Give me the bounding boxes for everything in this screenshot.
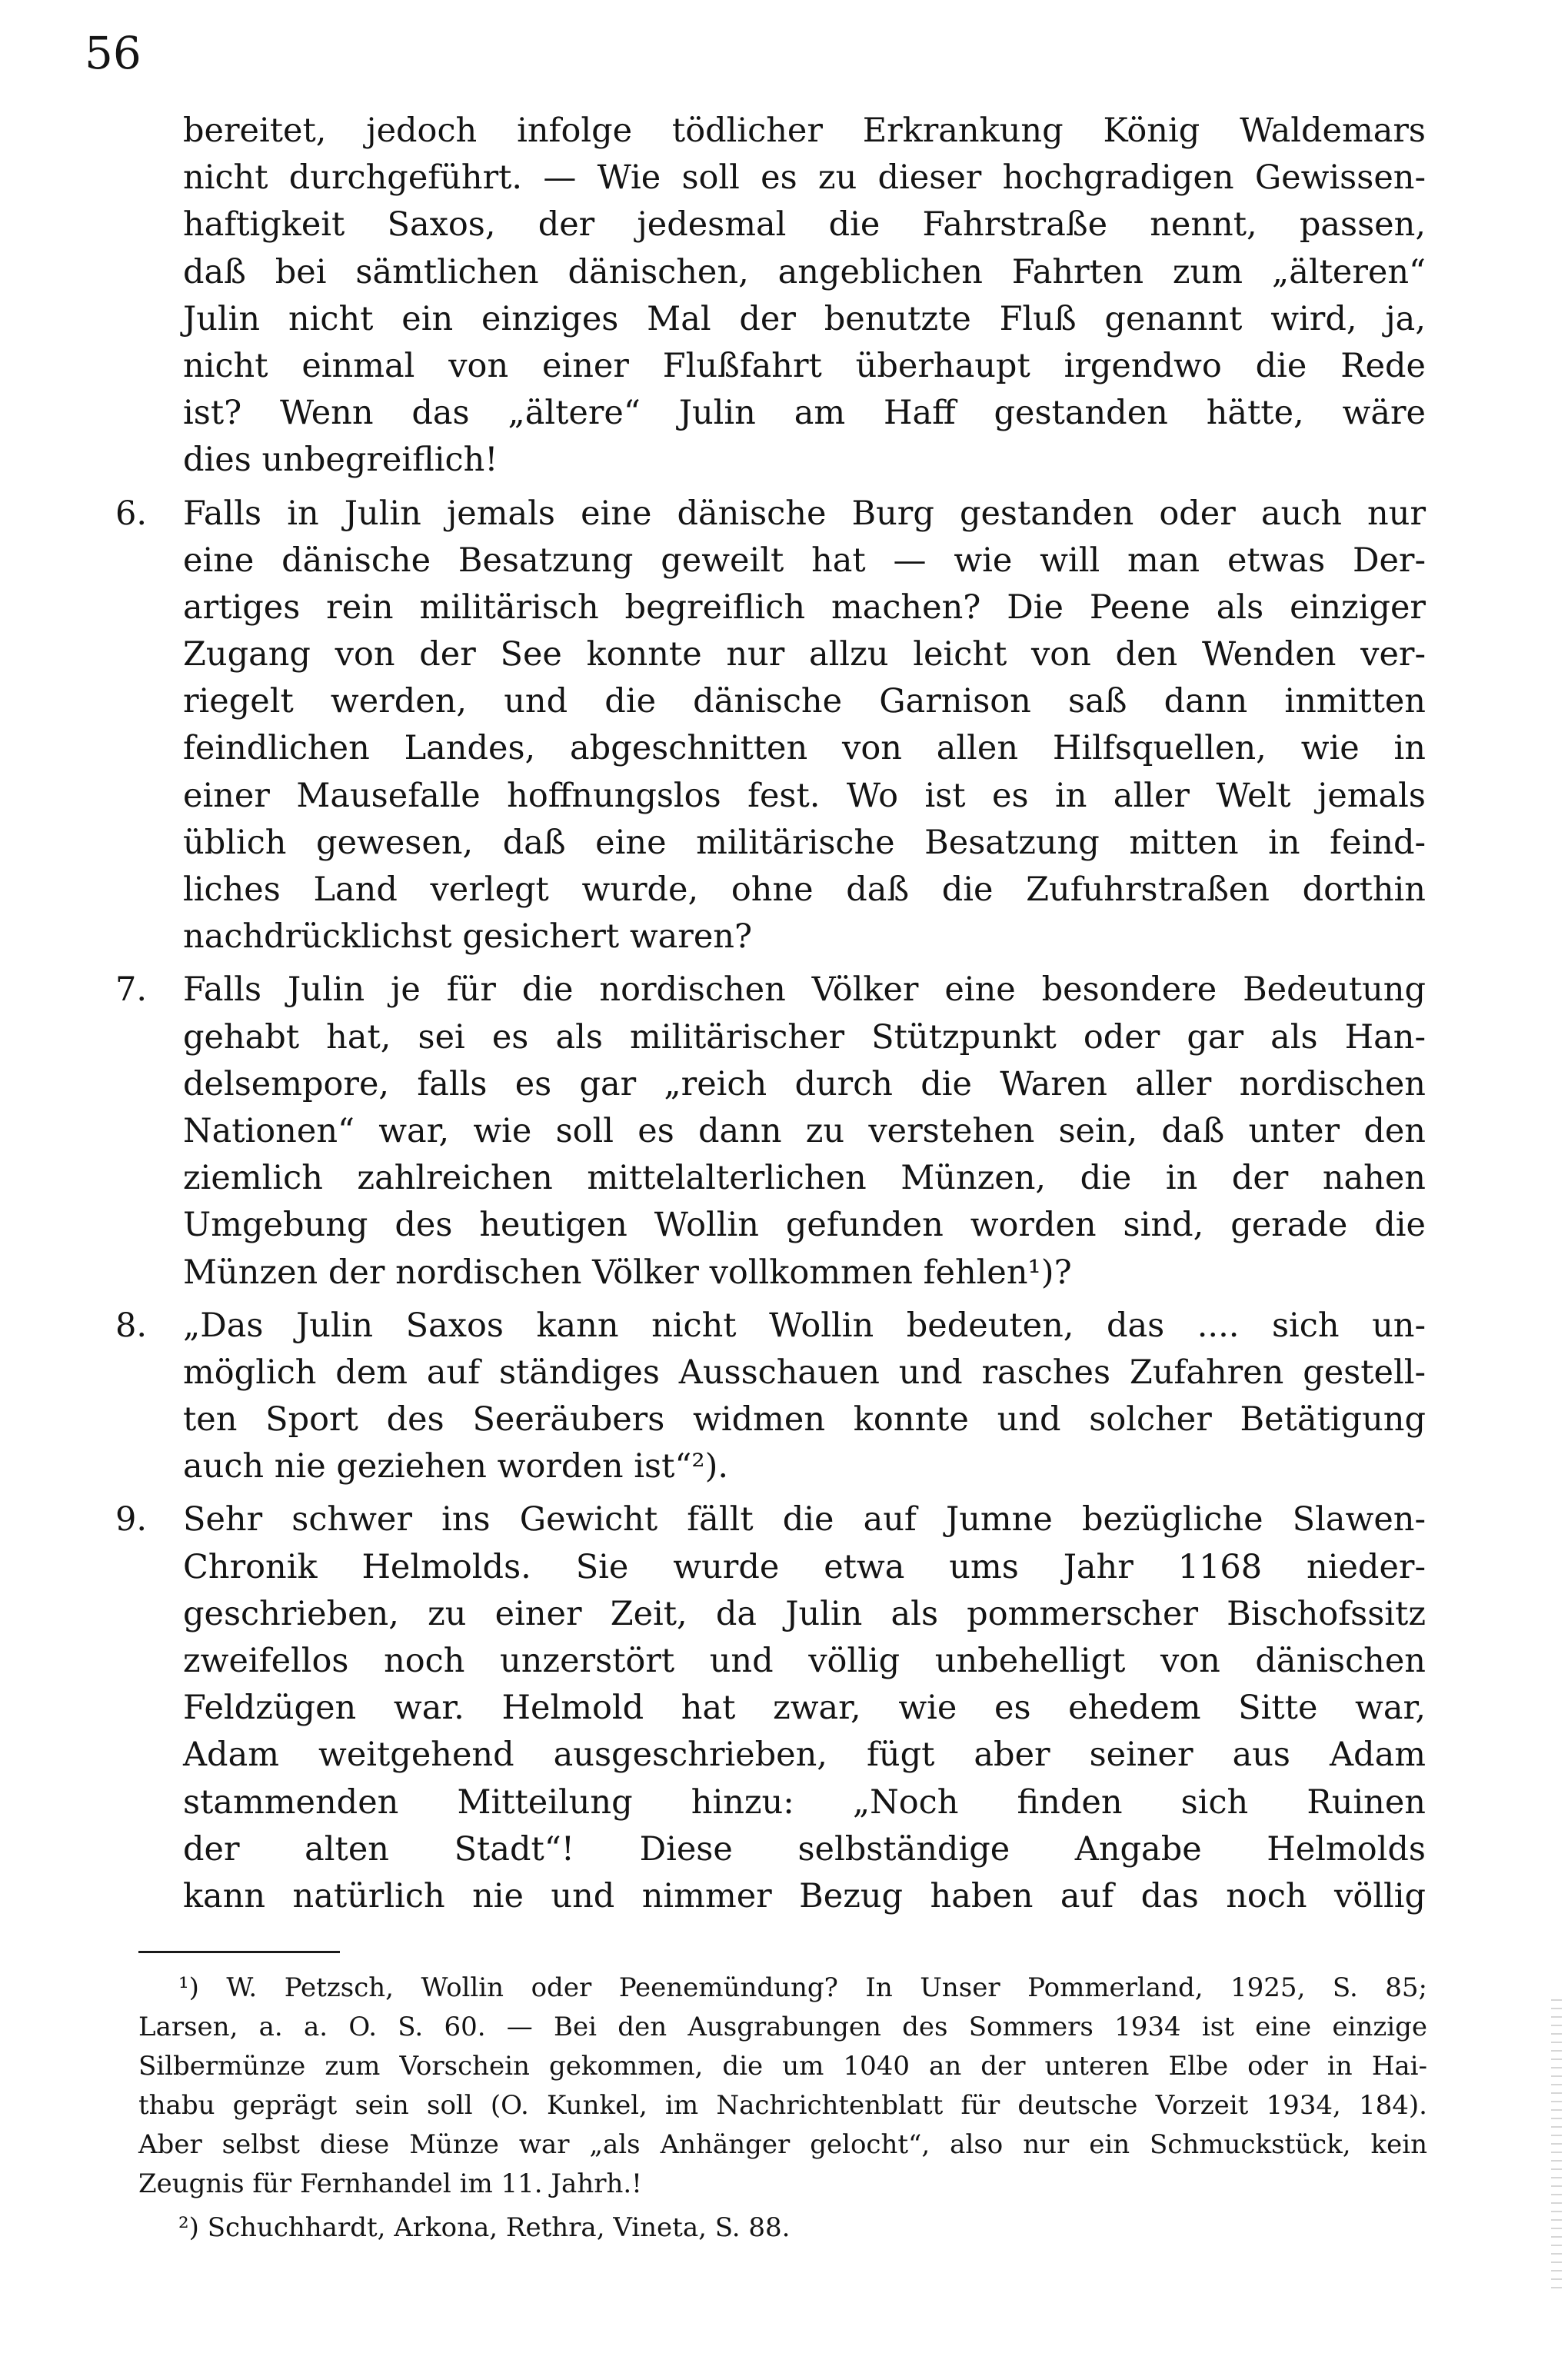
- text-line: zweifellos noch unzerstört und völlig unbehelligt von dänischen: [183, 1642, 1426, 1680]
- paragraph-number: 7.: [115, 970, 148, 1010]
- text-line: der alten Stadt“! Diese selbständige Angabe Helmolds: [183, 1829, 1426, 1869]
- text-line: Umgebung des heutigen Wollin gefunden worden sind, gerade die: [183, 1206, 1426, 1245]
- text-line: Adam weitgehend ausgeschrieben, fügt aber seiner aus Adam: [183, 1736, 1426, 1775]
- text-line: daß bei sämtlichen dänischen, angeblichen Fahrten zum „älteren“: [183, 252, 1426, 291]
- paragraph-number: 8.: [115, 1306, 148, 1345]
- paragraph-number: 6.: [115, 494, 148, 533]
- text-line: üblich gewesen, daß eine militärische Besatzung mitten in feind-: [183, 823, 1426, 862]
- numbered-paragraph: [115, 491, 1426, 961]
- numbered-paragraph: [115, 1496, 1426, 1920]
- text-line: bereitet, jedoch infolge tödlicher Erkrankung König Waldemars: [183, 111, 1426, 150]
- text-line: dies unbegreiflich!: [183, 441, 498, 480]
- numbered-paragraph: [115, 1303, 1426, 1491]
- text-line: haftigkeit Saxos, der jedesmal die Fahrstraße nennt, passen,: [183, 205, 1426, 245]
- footnote-divider: [138, 1951, 340, 1953]
- text-line: ten Sport des Seeräubers widmen konnte und solcher Betätigung: [183, 1400, 1426, 1439]
- text-line: riegelt werden, und die dänische Garnison saß dann inmitten: [183, 682, 1426, 721]
- paragraph: [183, 108, 1426, 484]
- footnote-line: Larsen, a. a. O. S. 60. — Bei den Ausgrabungen des Sommers 1934 ist eine einzige: [138, 2012, 1427, 2042]
- footnote-line: Zeugnis für Fernhandel im 11. Jahrh.!: [138, 2168, 642, 2199]
- text-line: Chronik Helmolds. Sie wurde etwa ums Jahr 1168 nieder-: [183, 1547, 1426, 1586]
- text-line: delsempore, falls es gar „reich durch die Waren aller nordischen: [183, 1064, 1426, 1103]
- footnotes: [138, 1969, 1427, 2248]
- text-line: artiges rein militärisch begreiflich machen? Die Peene als einziger: [183, 587, 1426, 627]
- text-line: möglich dem auf ständiges Ausschauen und rasches Zufahren gestell-: [183, 1353, 1426, 1392]
- text-line: kann natürlich nie und nimmer Bezug haben auf das noch völlig: [183, 1876, 1426, 1915]
- footnote: [138, 1969, 1427, 2204]
- text-line: „Das Julin Saxos kann nicht Wollin bedeuten, das .... sich un-: [183, 1306, 1426, 1345]
- text-line: Feldzügen war. Helmold hat zwar, wie es ehedem Sitte war,: [183, 1689, 1426, 1728]
- text-line: nachdrücklichst gesichert waren?: [183, 917, 753, 957]
- scan-speckle: [1551, 1999, 1562, 2291]
- text-line: feindlichen Landes, abgeschnitten von allen Hilfsquellen, wie in: [183, 729, 1426, 768]
- text-line: ziemlich zahlreichen mittelalterlichen Münzen, die in der nahen: [183, 1159, 1426, 1198]
- text-line: Falls Julin je für die nordischen Völker eine besondere Bedeutung: [183, 970, 1426, 1010]
- text-line: gehabt hat, sei es als militärischer Stützpunkt oder gar als Han-: [183, 1017, 1426, 1057]
- footnote-line: ¹) W. Petzsch, Wollin oder Peenemündung? In Unser Pommerland, 1925, S. 85;: [178, 1972, 1427, 2003]
- footnote-line: ²) Schuchhardt, Arkona, Rethra, Vineta, S. 88.: [178, 2212, 791, 2243]
- footnote-line: Aber selbst diese Münze war „als Anhänger gelocht“, also nur ein Schmuckstück, kein: [138, 2129, 1427, 2160]
- text-line: auch nie geziehen worden ist“²).: [183, 1447, 729, 1486]
- text-line: Falls in Julin jemals eine dänische Burg gestanden oder auch nur: [183, 494, 1426, 533]
- text-line: ist? Wenn das „ältere“ Julin am Haff gestanden hätte, wäre: [183, 394, 1426, 433]
- main-text: [115, 108, 1426, 1920]
- text-line: Sehr schwer ins Gewicht fällt die auf Jumne bezügliche Slawen-: [183, 1500, 1426, 1539]
- text-line: Nationen“ war, wie soll es dann zu verstehen sein, daß unter den: [183, 1111, 1426, 1150]
- text-line: nicht einmal von einer Flußfahrt überhaupt irgendwo die Rede: [183, 346, 1426, 385]
- numbered-paragraph: [115, 967, 1426, 1296]
- text-line: Zugang von der See konnte nur allzu leicht von den Wenden ver-: [183, 635, 1426, 674]
- text-line: stammenden Mitteilung hinzu: „Noch finden sich Ruinen: [183, 1782, 1426, 1822]
- footnote-line: Silbermünze zum Vorschein gekommen, die um 1040 an der unteren Elbe oder in Hai-: [138, 2051, 1427, 2082]
- text-line: nicht durchgeführt. — Wie soll es zu dieser hochgradigen Gewissen-: [183, 158, 1426, 198]
- text-line: geschrieben, zu einer Zeit, da Julin als pommerscher Bischofssitz: [183, 1594, 1426, 1633]
- paragraph-number: 9.: [115, 1500, 148, 1539]
- text-line: Julin nicht ein einziges Mal der benutzte Fluß genannt wird, ja,: [183, 299, 1426, 338]
- page-number: 56: [85, 27, 141, 79]
- text-line: Münzen der nordischen Völker vollkommen fehlen¹)?: [183, 1253, 1072, 1292]
- text-line: einer Mausefalle hoffnungslos fest. Wo ist es in aller Welt jemals: [183, 776, 1426, 815]
- footnote: [138, 2208, 1427, 2248]
- text-line: liches Land verlegt wurde, ohne daß die Zufuhrstraßen dorthin: [183, 870, 1426, 909]
- text-line: eine dänische Besatzung geweilt hat — wie will man etwas Der-: [183, 541, 1426, 580]
- footnote-line: thabu geprägt sein soll (O. Kunkel, im Nachrichtenblatt für deutsche Vorzeit 1934, 184).: [138, 2090, 1427, 2121]
